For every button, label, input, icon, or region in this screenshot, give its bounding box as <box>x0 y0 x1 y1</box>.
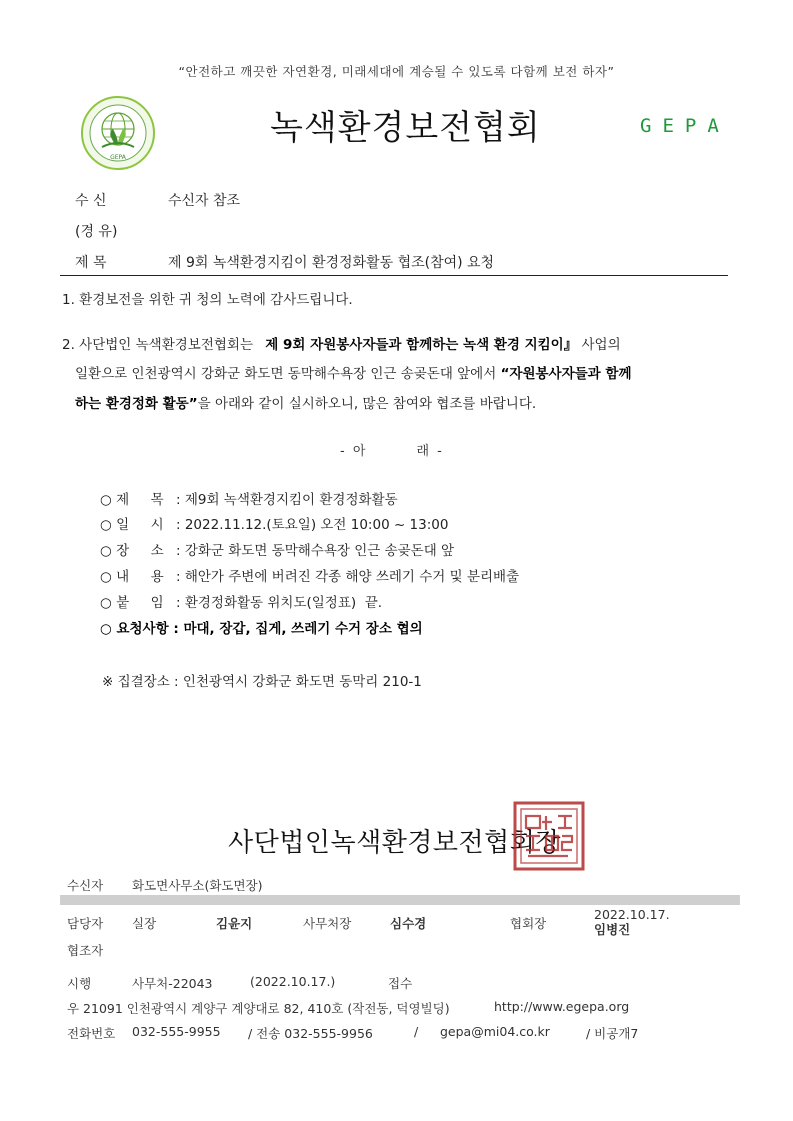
paragraph-2-line-2 <box>75 362 632 382</box>
header-divider <box>60 275 728 276</box>
notice-heading: - 아 래 - <box>340 444 444 459</box>
para2-after-event: 사업의 <box>577 337 621 353</box>
secgen-role: 사무처장 <box>303 916 352 931</box>
address: 우 21091 인천광역시 계양구 계양대로 82, 410호 (작전동, 덕영빌딩) <box>67 1001 450 1016</box>
paragraph-1: 1. 환경보전을 위한 귀 청의 노력에 감사드립니다. <box>62 292 353 308</box>
para2-prefix: 2. 사단법인 녹색환경보전협회는 <box>62 337 258 353</box>
email-link[interactable]: gepa@mi04.co.kr <box>440 1024 550 1039</box>
detail-item: ○ 일 시 : 2022.11.12.(토요일) 오전 10:00 ~ 13:00 <box>100 517 449 533</box>
para2-event-name: 제 9회 자원봉사자들과 함께하는 녹색 환경 지킴이』 <box>265 337 578 353</box>
logo-text: GEPA <box>110 154 126 161</box>
via-label: (경 유) <box>75 224 118 240</box>
official-seal-stamp-icon <box>512 800 586 872</box>
handler-role: 실장 <box>132 916 157 931</box>
assembly-location: ※ 집결장소 : 인천광역시 강화군 화도면 동막리 210-1 <box>102 674 422 690</box>
recipient-value: 수신자 참조 <box>168 193 241 209</box>
gepa-logo <box>80 95 156 171</box>
gepa-globe-logo-icon <box>80 95 156 171</box>
phone-number: 032-555-9955 <box>132 1024 221 1039</box>
detail-item: ○ 제 목 : 제9회 녹색환경지킴이 환경정화활동 <box>100 492 398 508</box>
para2-activity-start: “자원봉사자들과 함께 <box>500 366 632 382</box>
visibility-status: / 비공개7 <box>586 1026 639 1041</box>
subject-label: 제 목 <box>75 255 107 271</box>
secgen-name: 심수경 <box>390 916 427 931</box>
detail-item: ○ 장 소 : 강화군 화도면 동막해수욕장 인근 송곶돈대 앞 <box>100 543 455 559</box>
handler-label: 담당자 <box>67 916 104 931</box>
footer-recipient-value: 화도면사무소(화도면장) <box>132 878 263 893</box>
president-name: 임병진 <box>594 922 631 937</box>
sender-title: 사단법인녹색환경보전협회장 <box>228 828 562 858</box>
footer-divider-bar <box>60 895 740 905</box>
handler-name: 김윤지 <box>216 916 253 931</box>
slogan: “안전하고 깨끗한 자연환경, 미래세대에 계승될 수 있도록 다함께 보전 하자” <box>178 64 615 79</box>
footer-recipient-label: 수신자 <box>67 878 104 893</box>
para2-rest: 을 아래와 같이 실시하오니, 많은 참여와 협조를 바랍니다. <box>197 396 537 412</box>
receipt-label: 접수 <box>388 976 413 991</box>
issue-date: (2022.10.17.) <box>250 974 336 989</box>
phone-label: 전화번호 <box>67 1026 116 1041</box>
paragraph-2-line-1 <box>62 333 621 353</box>
issue-label: 시행 <box>67 976 92 991</box>
recipient-label: 수 신 <box>75 193 107 209</box>
cooperator-label: 협조자 <box>67 943 104 958</box>
issue-number: 사무처-22043 <box>132 976 213 991</box>
detail-item: ○ 내 용 : 해안가 주변에 버려진 각종 해양 쓰레기 수거 및 분리배출 <box>100 569 520 585</box>
request-value: : 마대, 장갑, 집게, 쓰레기 수거 장소 협의 <box>168 621 423 637</box>
detail-item: ○ 붙 임 : 환경정화활동 위치도(일정표) 끝. <box>100 595 383 611</box>
request-label: ○ 요청사항 <box>100 621 169 637</box>
para2-activity-end: 하는 환경정화 활동” <box>75 396 198 412</box>
president-role: 협회장 <box>510 916 547 931</box>
para2-line2: 일환으로 인천광역시 강화군 화도면 동막해수욕장 인근 송곶돈대 앞에서 <box>75 366 501 382</box>
approval-date: 2022.10.17. <box>594 907 670 922</box>
subject-value: 제 9회 녹색환경지킴이 환경정화활동 협조(참여) 요청 <box>168 255 495 271</box>
org-title: 녹색환경보전협회 <box>270 108 541 148</box>
request-item <box>100 617 423 637</box>
org-abbreviation: GEPA <box>640 115 730 137</box>
paragraph-2-line-3 <box>75 392 536 412</box>
fax-number: / 전송 032-555-9956 <box>248 1026 373 1041</box>
website-link[interactable]: http://www.egepa.org <box>494 999 630 1014</box>
email-separator: / <box>414 1024 419 1039</box>
